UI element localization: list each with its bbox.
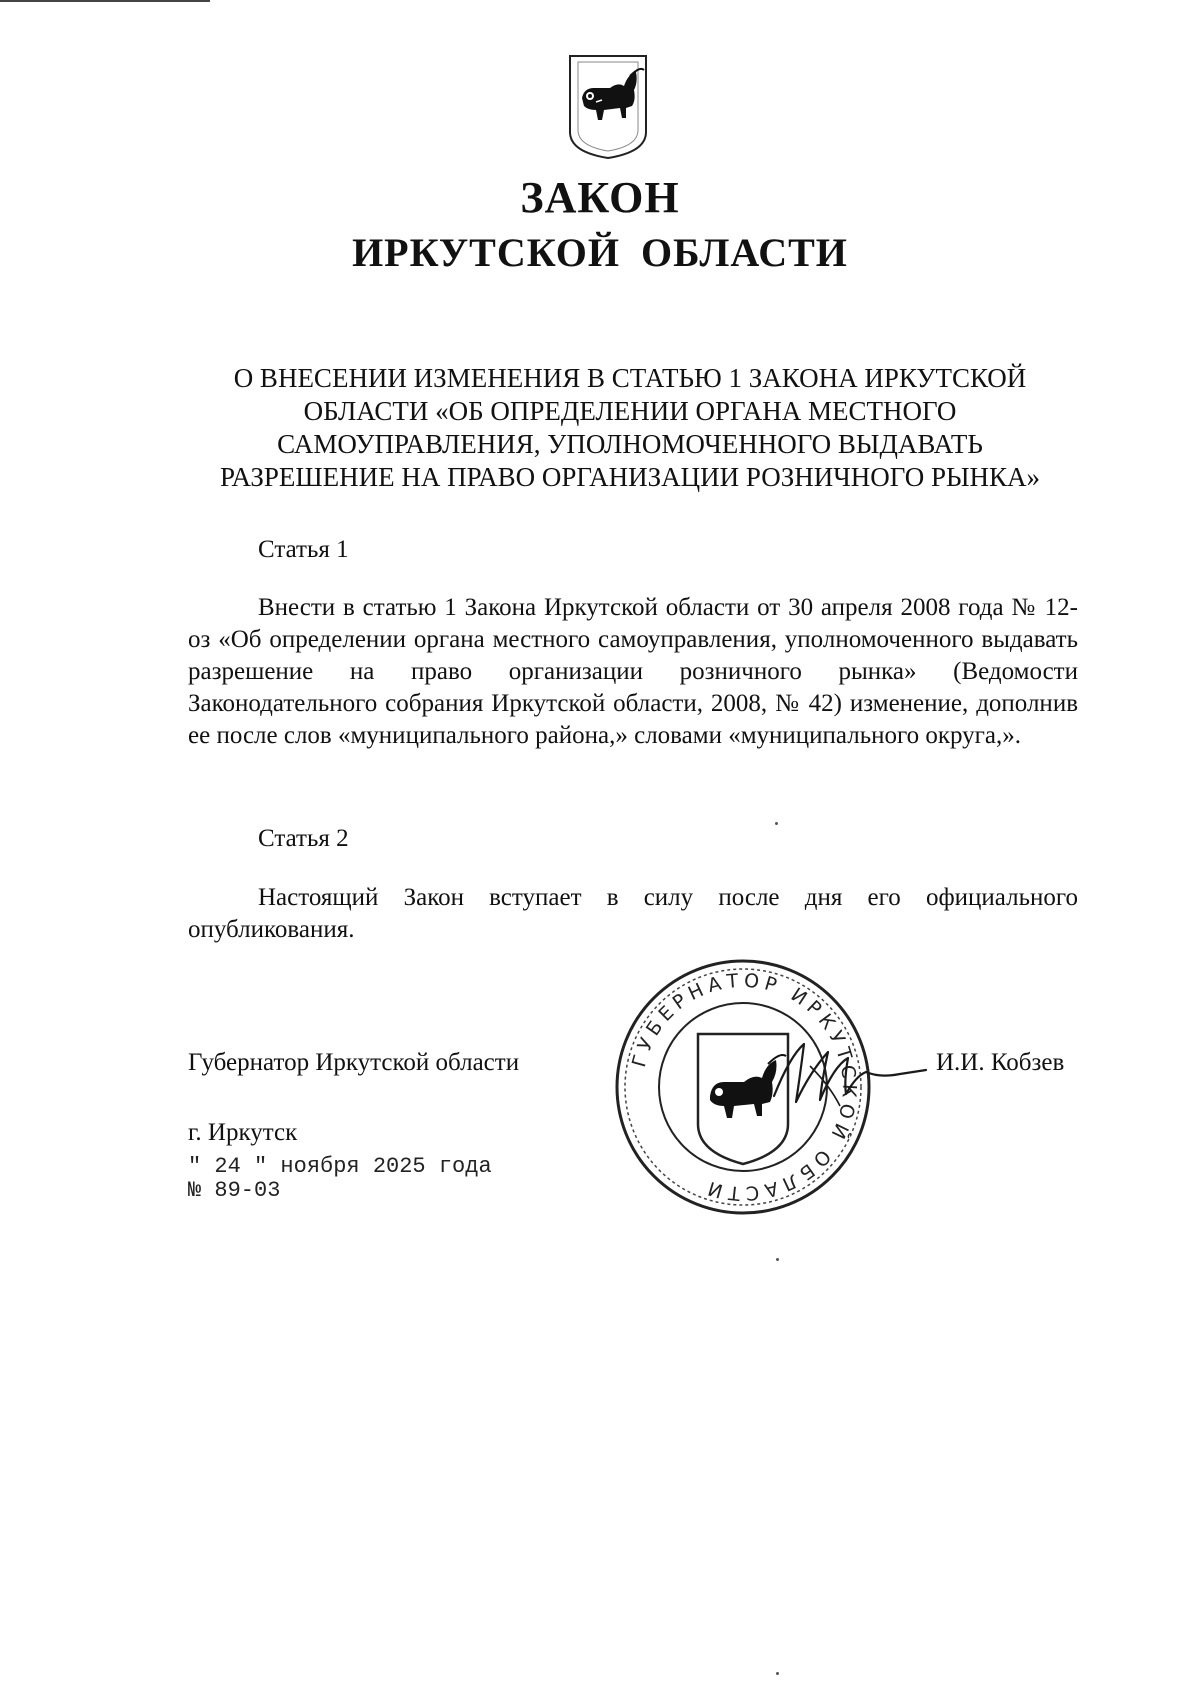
law-title-line: САМОУПРАВЛЕНИЯ, УПОЛНОМОЧЕННОГО ВЫДАВАТЬ — [277, 429, 983, 459]
enactment-date: " 24 " ноября 2025 года — [188, 1154, 492, 1179]
article-1-heading: Статья 1 — [258, 536, 349, 563]
law-title-line: О ВНЕСЕНИИ ИЗМЕНЕНИЯ В СТАТЬЮ 1 ЗАКОНА ИРКУТСКОЙ — [233, 363, 1027, 393]
law-title — [180, 362, 1080, 494]
article-2-text: Настоящий Закон вступает в силу после дня его официального опубликования. — [188, 884, 1078, 943]
article-1-text: Внести в статью 1 Закона Иркутской области от 30 апреля 2008 года № 12-оз «Об определении органа местного самоуправления, уполномоченного выдавать разрешение на право организации розничного рынка» (Ведомости Законодательного собрания Иркутской области, 2008, № 42) изменение, дополнив ее после слов «муниципального района,» словами «муниципального округа,». — [188, 594, 1078, 749]
scan-speck — [776, 1258, 779, 1261]
scan-edge-mark — [0, 0, 210, 2]
coat-of-arms-icon — [566, 52, 650, 160]
handwritten-signature-icon — [770, 1036, 930, 1116]
scan-speck — [775, 822, 778, 825]
law-title-line: РАЗРЕШЕНИЕ НА ПРАВО ОРГАНИЗАЦИИ РОЗНИЧНОГО РЫНКА» — [219, 462, 1041, 492]
law-number: № 89-03 — [188, 1178, 281, 1203]
law-title-line: ОБЛАСТИ «ОБ ОПРЕДЕЛЕНИИ ОРГАНА МЕСТНОГО — [303, 396, 957, 426]
seal-ring-text: ГУБЕРНАТОР ИРКУТСКОЙ ОБЛАСТИ — [628, 969, 861, 1205]
document-type-heading: ЗАКОН — [520, 173, 680, 222]
article-2-heading: Статья 2 — [258, 825, 349, 852]
document-region-heading: ИРКУТСКОЙ ОБЛАСТИ — [352, 230, 848, 275]
governor-name: И.И. Кобзев — [936, 1049, 1065, 1076]
governor-title: Губернатор Иркутской области — [188, 1049, 520, 1076]
scan-speck — [776, 1672, 779, 1675]
city-label: г. Иркутск — [188, 1119, 298, 1146]
